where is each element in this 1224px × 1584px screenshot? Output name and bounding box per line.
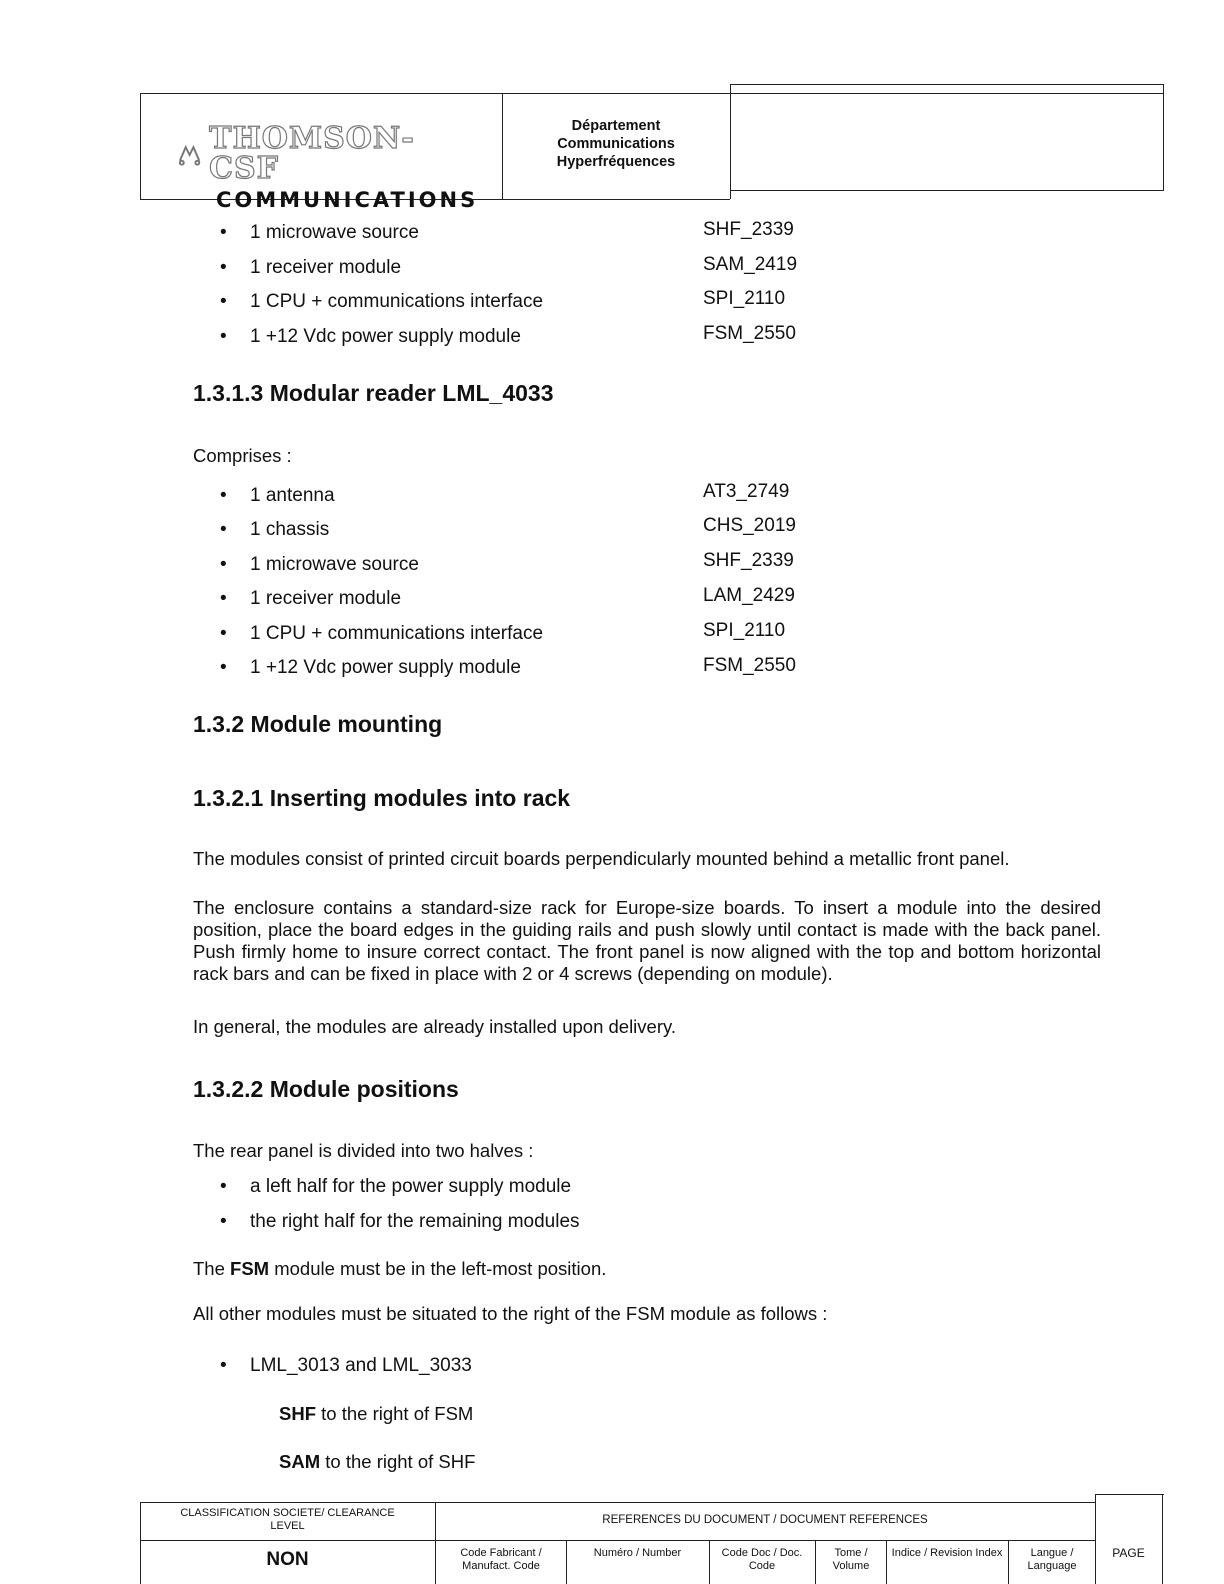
paragraph: The rear panel is divided into two halves :	[193, 1140, 534, 1161]
classification-label: CLASSIFICATION SOCIETE/ CLEARANCE LEVEL	[180, 1507, 395, 1532]
section-heading: 1.3.1.3 Modular reader LML_4033	[193, 380, 554, 406]
paragraph: The enclosure contains a standard-size rack for Europe-size boards. To insert a module into the desired position, place the board edges in the guiding rails and push slowly until contact is made with the back panel. Push firmly home to insure correct contact. The front panel is now aligned with the top and bottom horizontal rack bars and can be fixed in place with 2 or 4 screws (depending on module).	[193, 897, 1101, 984]
placement-line: SAM to the right of SHF	[279, 1451, 476, 1472]
part-code: SAM_2419	[703, 254, 798, 275]
company-name: THOMSON-CSF	[209, 121, 415, 186]
column-header: Code Fabricant / Manufact. Code	[460, 1547, 542, 1572]
section-heading: 1.3.2.1 Inserting modules into rack	[193, 785, 571, 811]
part-code: FSM_2550	[703, 655, 796, 676]
document-header	[140, 84, 1164, 212]
classification-value: NON	[266, 1549, 309, 1570]
column-header: Numéro / Number	[593, 1547, 682, 1559]
part-code: SHF_2339	[703, 219, 794, 240]
paragraph: The modules consist of printed circuit boards perpendicularly mounted behind a metallic front panel.	[193, 848, 1010, 869]
dept-line: Hyperfréquences	[556, 154, 676, 170]
department-name	[502, 117, 730, 171]
column-header: Tome / Volume	[832, 1547, 870, 1572]
part-code: SPI_2110	[703, 620, 786, 641]
part-code: SHF_2339	[703, 550, 794, 571]
thomson-logo-icon	[176, 141, 203, 167]
part-code: AT3_2749	[703, 481, 790, 502]
page-label: PAGE	[1112, 1546, 1145, 1560]
dept-line: Communications	[557, 136, 675, 152]
paragraph: All other modules must be situated to the right of the FSM module as follows :	[193, 1303, 828, 1324]
part-code: SPI_2110	[703, 288, 786, 309]
section-heading: 1.3.2 Module mounting	[193, 711, 443, 737]
part-code: CHS_2019	[703, 515, 796, 536]
column-header: Langue / Language	[1027, 1547, 1077, 1572]
part-code: FSM_2550	[703, 323, 796, 344]
document-footer	[140, 1494, 1164, 1584]
paragraph-fsm: The FSM module must be in the left-most position.	[193, 1258, 607, 1279]
company-division: COMMUNICATIONS	[216, 188, 479, 212]
placement-line: SHF to the right of FSM	[279, 1403, 474, 1424]
paragraph: Comprises :	[193, 445, 292, 466]
column-header: Code Doc / Doc. Code	[721, 1547, 803, 1572]
dept-line: Département	[571, 118, 661, 134]
document-references-title: REFERENCES DU DOCUMENT / DOCUMENT REFERENCES	[602, 1514, 928, 1526]
part-code: LAM_2429	[703, 585, 795, 606]
section-heading: 1.3.2.2 Module positions	[193, 1076, 459, 1102]
column-header: Indice / Revision Index	[891, 1547, 1003, 1559]
paragraph: In general, the modules are already installed upon delivery.	[193, 1016, 677, 1037]
company-logo	[176, 121, 479, 212]
